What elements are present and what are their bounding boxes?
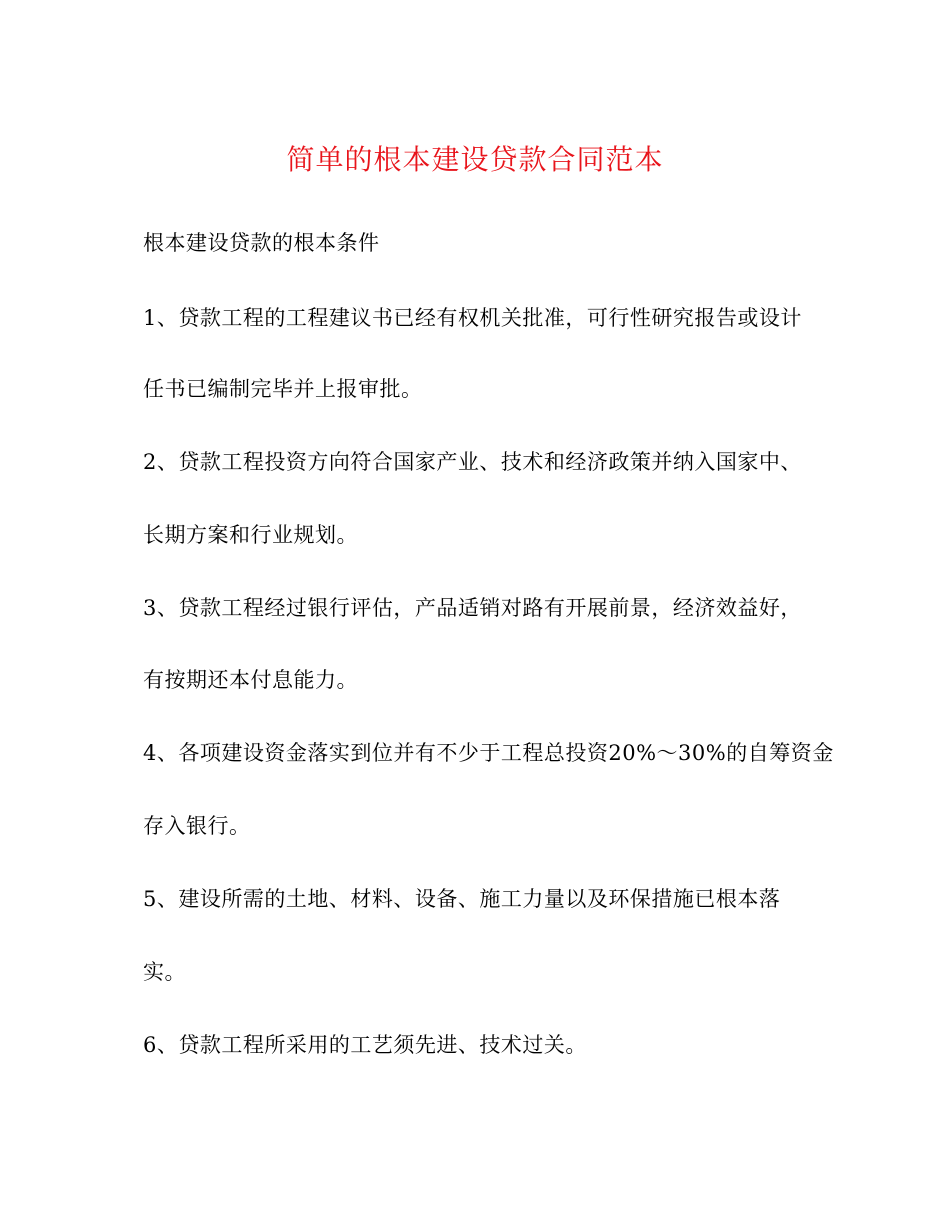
section-heading: 根本建设贷款的根本条件 (143, 231, 380, 255)
paragraph-line: 实。 (143, 960, 186, 984)
paragraph-line: 2、贷款工程投资方向符合国家产业、技术和经济政策并纳入国家中、 (143, 450, 802, 474)
document-title: 简单的根本建设贷款合同范本 (286, 143, 664, 176)
paragraph-line: 3、贷款工程经过银行评估，产品适销对路有开展前景，经济效益好， (143, 596, 802, 620)
paragraph-line: 4、各项建设资金落实到位并有不少于工程总投资20%～30%的自筹资金 (143, 741, 834, 765)
paragraph-line: 存入银行。 (143, 814, 251, 838)
paragraph-line: 任书已编制完毕并上报审批。 (143, 377, 423, 401)
paragraph-line: 6、贷款工程所采用的工艺须先进、技术过关。 (143, 1033, 587, 1057)
paragraph-line: 1、贷款工程的工程建议书已经有权机关批准，可行性研究报告或设计 (143, 306, 802, 330)
paragraph-line: 5、建设所需的土地、材料、设备、施工力量以及环保措施已根本落 (143, 887, 781, 911)
paragraph-line: 有按期还本付息能力。 (143, 668, 358, 692)
paragraph-line: 长期方案和行业规划。 (143, 523, 358, 547)
